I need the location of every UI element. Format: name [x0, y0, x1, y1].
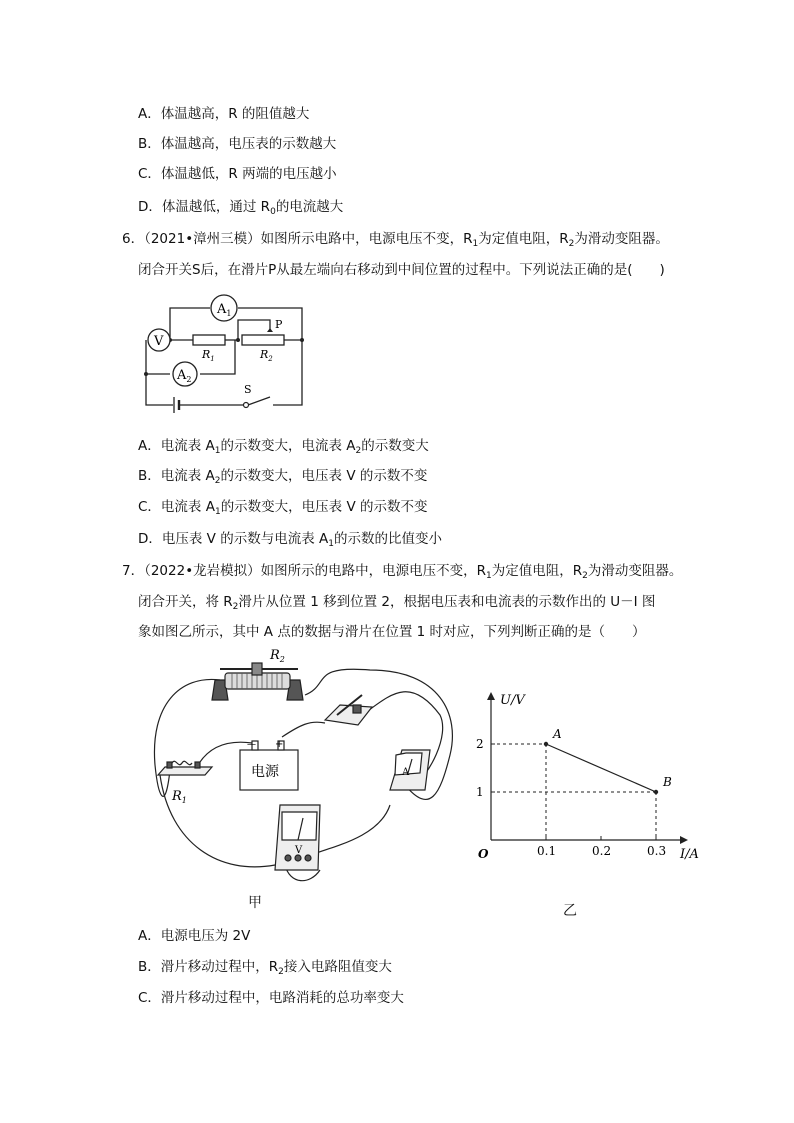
data-point [654, 790, 658, 794]
y-tick-label: 2 [476, 737, 484, 751]
data-point-label: B [663, 775, 672, 789]
q6-p-label: P [275, 318, 283, 331]
q5-option-d-text2: 的电流越大 [275, 199, 344, 215]
q6-r1-label: $R_1$ [202, 348, 215, 363]
x-tick-label: 0.2 [592, 844, 612, 858]
q7-stem-line1: 7．（2022•龙岩模拟）如图所示的电路中，电源电压不变，$R_1$为定值电阻，$R_2$为滑动变阻器。 [122, 563, 683, 581]
q7-r1-label: $R_1$ [172, 789, 187, 805]
origin-label: O [478, 847, 489, 861]
x-axis-label: I/A [680, 847, 699, 862]
q7-source-minus: — [247, 740, 256, 750]
q5-option-d[interactable] [138, 197, 343, 222]
q5-option-d-text: D．体温越低，通过 R [138, 199, 271, 215]
data-point [544, 742, 548, 746]
q7-option-a[interactable]: A．电源电压为 2V [138, 928, 251, 944]
q7-ammeter-label: A [402, 767, 410, 778]
q6-v-label: V [154, 334, 164, 349]
q7-option-c[interactable]: C．滑片移动过程中，电路消耗的总功率变大 [138, 990, 404, 1006]
q7-ui-graph [470, 690, 710, 870]
q7-source-plus: + [275, 739, 284, 750]
q5-option-a[interactable]: A．体温越高，R 的阻值越大 [138, 106, 310, 122]
q6-r2-label: $R_2$ [260, 348, 273, 363]
q7-stem-line2: 闭合开关，将 $R_2$滑片从位置 1 移到位置 2，根据电压表和电流表的示数作出的 U－I 图 [138, 594, 656, 612]
q6-a2-label: $A_2$ [177, 368, 192, 384]
q7-fig-jia-caption: 甲 [248, 895, 262, 911]
q6-stem-line1: 6．（2021•漳州三模）如图所示电路中，电源电压不变，$R_1$为定值电阻，$R_2$为滑动变阻器。 [122, 231, 669, 249]
q7-source-label: 电源 [251, 764, 279, 780]
q7-option-b[interactable]: B．滑片移动过程中，$R_2$接入电路阻值变大 [138, 959, 392, 977]
q5-option-b[interactable]: B．体温越高，电压表的示数越大 [138, 136, 337, 152]
q6-circuit-diagram [130, 290, 320, 415]
data-point-label: A [553, 727, 562, 741]
q6-a1-label: $A_1$ [217, 302, 232, 318]
q6-option-b[interactable]: B．电流表 $A_2$的示数变大，电压表 V 的示数不变 [138, 468, 428, 486]
q7-fig-yi-caption: 乙 [563, 903, 577, 919]
y-tick-label: 1 [476, 785, 484, 799]
x-tick-label: 0.3 [647, 844, 667, 858]
q7-voltmeter-label: V [295, 845, 303, 856]
q6-option-d[interactable]: D．电压表 V 的示数与电流表 $A_1$的示数的比值变小 [138, 531, 442, 549]
q6-option-a[interactable]: A．电流表 $A_1$的示数变大，电流表 $A_2$的示数变大 [138, 438, 429, 456]
q7-circuit-photo-figure [140, 645, 460, 890]
q5-option-c[interactable]: C．体温越低，R 两端的电压越小 [138, 166, 337, 182]
x-tick-label: 0.1 [537, 844, 557, 858]
q6-stem-line2: 闭合开关S后，在滑片P从最左端向右移动到中间位置的过程中。下列说法正确的是( ) [138, 262, 665, 278]
q6-s-label: S [244, 383, 252, 396]
q7-stem-line3: 象如图乙所示，其中 A 点的数据与滑片在位置 1 时对应，下列判断正确的是（ ） [138, 624, 646, 640]
q7-r2-label: $R_2$ [270, 648, 285, 664]
series-line [546, 744, 656, 792]
q6-option-c[interactable]: C．电流表 $A_1$的示数变大，电压表 V 的示数不变 [138, 499, 428, 517]
y-axis-label: U/V [500, 693, 525, 708]
q5-option-d-sub: 0 [270, 207, 276, 217]
